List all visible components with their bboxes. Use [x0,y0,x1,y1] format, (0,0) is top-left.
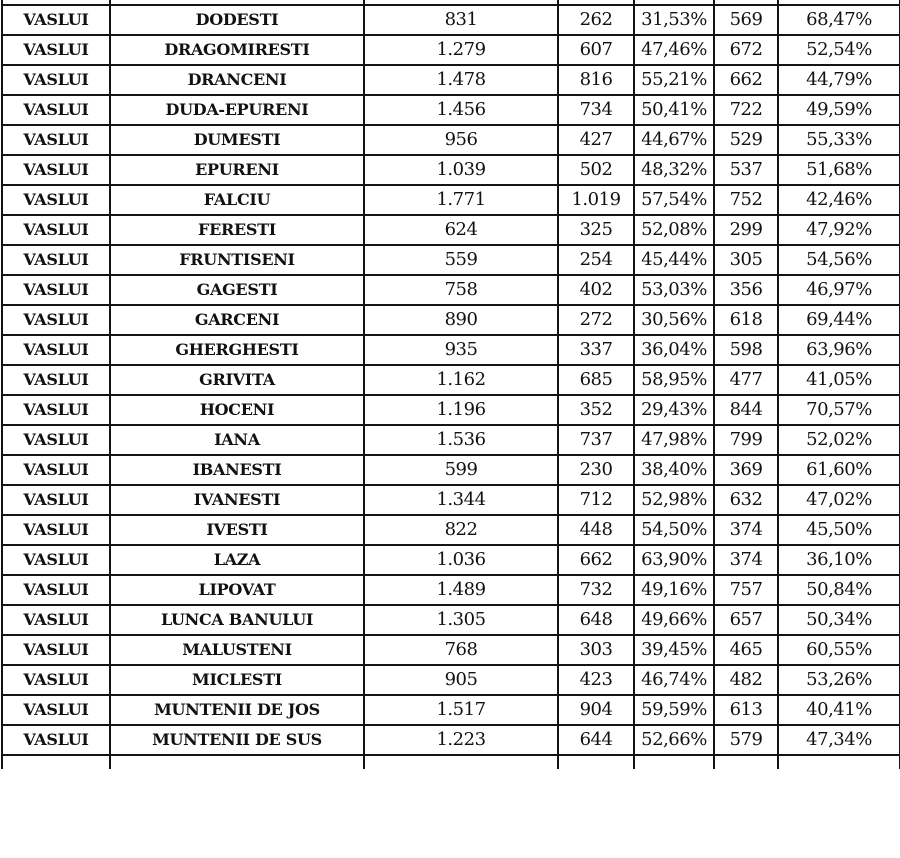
no-votes-cell: 844 [714,395,778,425]
commune-cell: IBANESTI [110,455,364,485]
yes-percent-cell: 54,50% [634,515,714,545]
commune-cell: FALCIU [110,185,364,215]
registered-voters-cell: 1.344 [364,485,558,515]
registered-voters-cell: 822 [364,515,558,545]
cropped-cell [558,755,634,769]
county-cell: VASLUI [2,545,110,575]
yes-percent-cell: 29,43% [634,395,714,425]
county-cell: VASLUI [2,155,110,185]
registered-voters-cell: 624 [364,215,558,245]
no-percent-cell: 49,59% [778,95,900,125]
no-percent-cell: 36,10% [778,545,900,575]
table-row [2,5,900,35]
table-body [2,0,900,769]
table-row [2,545,900,575]
yes-percent-cell: 53,03% [634,275,714,305]
commune-cell: DRAGOMIRESTI [110,35,364,65]
registered-voters-cell: 1.196 [364,395,558,425]
registered-voters-cell: 1.478 [364,65,558,95]
county-cell: VASLUI [2,95,110,125]
no-percent-cell: 61,60% [778,455,900,485]
no-percent-cell: 69,44% [778,305,900,335]
commune-cell: FERESTI [110,215,364,245]
no-votes-cell: 662 [714,65,778,95]
yes-percent-cell: 58,95% [634,365,714,395]
commune-cell: MICLESTI [110,665,364,695]
yes-votes-cell: 337 [558,335,634,365]
yes-votes-cell: 607 [558,35,634,65]
county-cell: VASLUI [2,485,110,515]
no-percent-cell: 63,96% [778,335,900,365]
no-votes-cell: 752 [714,185,778,215]
yes-votes-cell: 448 [558,515,634,545]
table-row [2,305,900,335]
county-cell: VASLUI [2,275,110,305]
county-cell: VASLUI [2,305,110,335]
table-row [2,185,900,215]
yes-votes-cell: 402 [558,275,634,305]
yes-percent-cell: 57,54% [634,185,714,215]
yes-percent-cell: 50,41% [634,95,714,125]
yes-votes-cell: 272 [558,305,634,335]
yes-votes-cell: 325 [558,215,634,245]
county-cell: VASLUI [2,395,110,425]
county-cell: VASLUI [2,425,110,455]
county-cell: VASLUI [2,125,110,155]
no-votes-cell: 537 [714,155,778,185]
commune-cell: GRIVITA [110,365,364,395]
yes-percent-cell: 44,67% [634,125,714,155]
no-percent-cell: 47,92% [778,215,900,245]
registered-voters-cell: 1.517 [364,695,558,725]
county-cell: VASLUI [2,575,110,605]
no-percent-cell: 52,54% [778,35,900,65]
table-row [2,725,900,755]
registered-voters-cell: 905 [364,665,558,695]
registered-voters-cell: 1.039 [364,155,558,185]
yes-percent-cell: 52,66% [634,725,714,755]
yes-votes-cell: 254 [558,245,634,275]
commune-cell: MUNTENII DE SUS [110,725,364,755]
yes-percent-cell: 36,04% [634,335,714,365]
no-votes-cell: 477 [714,365,778,395]
commune-cell: LUNCA BANULUI [110,605,364,635]
yes-percent-cell: 48,32% [634,155,714,185]
yes-votes-cell: 352 [558,395,634,425]
yes-percent-cell: 30,56% [634,305,714,335]
table-row [2,65,900,95]
cropped-cell [634,755,714,769]
yes-votes-cell: 904 [558,695,634,725]
no-percent-cell: 60,55% [778,635,900,665]
no-percent-cell: 54,56% [778,245,900,275]
registered-voters-cell: 890 [364,305,558,335]
no-votes-cell: 356 [714,275,778,305]
no-votes-cell: 569 [714,5,778,35]
yes-percent-cell: 38,40% [634,455,714,485]
county-cell: VASLUI [2,635,110,665]
no-votes-cell: 374 [714,515,778,545]
commune-cell: DRANCENI [110,65,364,95]
commune-cell: HOCENI [110,395,364,425]
no-percent-cell: 40,41% [778,695,900,725]
registered-voters-cell: 1.456 [364,95,558,125]
yes-votes-cell: 502 [558,155,634,185]
cropped-cell [364,755,558,769]
commune-cell: GAGESTI [110,275,364,305]
table-row [2,515,900,545]
no-votes-cell: 757 [714,575,778,605]
county-cell: VASLUI [2,455,110,485]
county-cell: VASLUI [2,35,110,65]
yes-percent-cell: 46,74% [634,665,714,695]
registered-voters-cell: 1.036 [364,545,558,575]
no-percent-cell: 50,34% [778,605,900,635]
cropped-cell [2,755,110,769]
no-votes-cell: 613 [714,695,778,725]
commune-cell: IVANESTI [110,485,364,515]
no-votes-cell: 672 [714,35,778,65]
commune-cell: DODESTI [110,5,364,35]
cropped-cell [778,755,900,769]
no-percent-cell: 47,34% [778,725,900,755]
registered-voters-cell: 1.279 [364,35,558,65]
county-cell: VASLUI [2,365,110,395]
no-percent-cell: 42,46% [778,185,900,215]
commune-cell: IVESTI [110,515,364,545]
yes-votes-cell: 685 [558,365,634,395]
no-votes-cell: 598 [714,335,778,365]
yes-percent-cell: 52,08% [634,215,714,245]
yes-percent-cell: 45,44% [634,245,714,275]
county-cell: VASLUI [2,185,110,215]
no-votes-cell: 579 [714,725,778,755]
yes-votes-cell: 423 [558,665,634,695]
yes-percent-cell: 47,46% [634,35,714,65]
no-percent-cell: 52,02% [778,425,900,455]
cropped-cell [714,755,778,769]
commune-cell: DUMESTI [110,125,364,155]
yes-votes-cell: 427 [558,125,634,155]
registered-voters-cell: 1.223 [364,725,558,755]
commune-cell: DUDA-EPURENI [110,95,364,125]
yes-percent-cell: 59,59% [634,695,714,725]
no-votes-cell: 799 [714,425,778,455]
county-cell: VASLUI [2,665,110,695]
table-row [2,215,900,245]
yes-votes-cell: 303 [558,635,634,665]
no-percent-cell: 55,33% [778,125,900,155]
no-votes-cell: 618 [714,305,778,335]
no-percent-cell: 51,68% [778,155,900,185]
commune-cell: GHERGHESTI [110,335,364,365]
no-percent-cell: 46,97% [778,275,900,305]
no-percent-cell: 45,50% [778,515,900,545]
county-cell: VASLUI [2,515,110,545]
yes-percent-cell: 47,98% [634,425,714,455]
yes-percent-cell: 39,45% [634,635,714,665]
table-row [2,605,900,635]
commune-cell: MALUSTENI [110,635,364,665]
yes-votes-cell: 732 [558,575,634,605]
county-cell: VASLUI [2,695,110,725]
no-votes-cell: 299 [714,215,778,245]
yes-votes-cell: 262 [558,5,634,35]
county-cell: VASLUI [2,65,110,95]
county-cell: VASLUI [2,215,110,245]
registered-voters-cell: 956 [364,125,558,155]
no-votes-cell: 722 [714,95,778,125]
yes-percent-cell: 49,16% [634,575,714,605]
county-cell: VASLUI [2,5,110,35]
registered-voters-cell: 599 [364,455,558,485]
yes-percent-cell: 63,90% [634,545,714,575]
yes-votes-cell: 644 [558,725,634,755]
registered-voters-cell: 1.162 [364,365,558,395]
results-table [1,0,900,769]
no-percent-cell: 47,02% [778,485,900,515]
yes-votes-cell: 648 [558,605,634,635]
no-votes-cell: 369 [714,455,778,485]
no-percent-cell: 68,47% [778,5,900,35]
county-cell: VASLUI [2,245,110,275]
yes-votes-cell: 712 [558,485,634,515]
yes-votes-cell: 662 [558,545,634,575]
registered-voters-cell: 559 [364,245,558,275]
table-row [2,455,900,485]
table-row [2,635,900,665]
commune-cell: GARCENI [110,305,364,335]
no-votes-cell: 305 [714,245,778,275]
no-percent-cell: 50,84% [778,575,900,605]
cropped-bottom-row [2,755,900,769]
yes-votes-cell: 230 [558,455,634,485]
commune-cell: EPURENI [110,155,364,185]
table-row [2,275,900,305]
yes-votes-cell: 737 [558,425,634,455]
yes-votes-cell: 734 [558,95,634,125]
registered-voters-cell: 1.771 [364,185,558,215]
yes-percent-cell: 52,98% [634,485,714,515]
table-row [2,125,900,155]
yes-votes-cell: 816 [558,65,634,95]
no-percent-cell: 53,26% [778,665,900,695]
no-votes-cell: 529 [714,125,778,155]
no-votes-cell: 657 [714,605,778,635]
no-votes-cell: 465 [714,635,778,665]
registered-voters-cell: 831 [364,5,558,35]
no-votes-cell: 632 [714,485,778,515]
no-votes-cell: 374 [714,545,778,575]
county-cell: VASLUI [2,335,110,365]
commune-cell: FRUNTISENI [110,245,364,275]
yes-percent-cell: 31,53% [634,5,714,35]
commune-cell: IANA [110,425,364,455]
commune-cell: LIPOVAT [110,575,364,605]
no-percent-cell: 41,05% [778,365,900,395]
table-row [2,365,900,395]
table-row [2,395,900,425]
table-row [2,575,900,605]
table-row [2,695,900,725]
county-cell: VASLUI [2,725,110,755]
registered-voters-cell: 758 [364,275,558,305]
commune-cell: MUNTENII DE JOS [110,695,364,725]
registered-voters-cell: 1.536 [364,425,558,455]
table-row [2,425,900,455]
commune-cell: LAZA [110,545,364,575]
table-row [2,155,900,185]
table-row [2,335,900,365]
yes-percent-cell: 55,21% [634,65,714,95]
cropped-cell [110,755,364,769]
registered-voters-cell: 768 [364,635,558,665]
table-row [2,95,900,125]
registered-voters-cell: 1.489 [364,575,558,605]
registered-voters-cell: 1.305 [364,605,558,635]
table-row [2,485,900,515]
yes-votes-cell: 1.019 [558,185,634,215]
no-votes-cell: 482 [714,665,778,695]
county-cell: VASLUI [2,605,110,635]
table-row [2,245,900,275]
registered-voters-cell: 935 [364,335,558,365]
yes-percent-cell: 49,66% [634,605,714,635]
table-row [2,35,900,65]
no-percent-cell: 70,57% [778,395,900,425]
no-percent-cell: 44,79% [778,65,900,95]
table-row [2,665,900,695]
